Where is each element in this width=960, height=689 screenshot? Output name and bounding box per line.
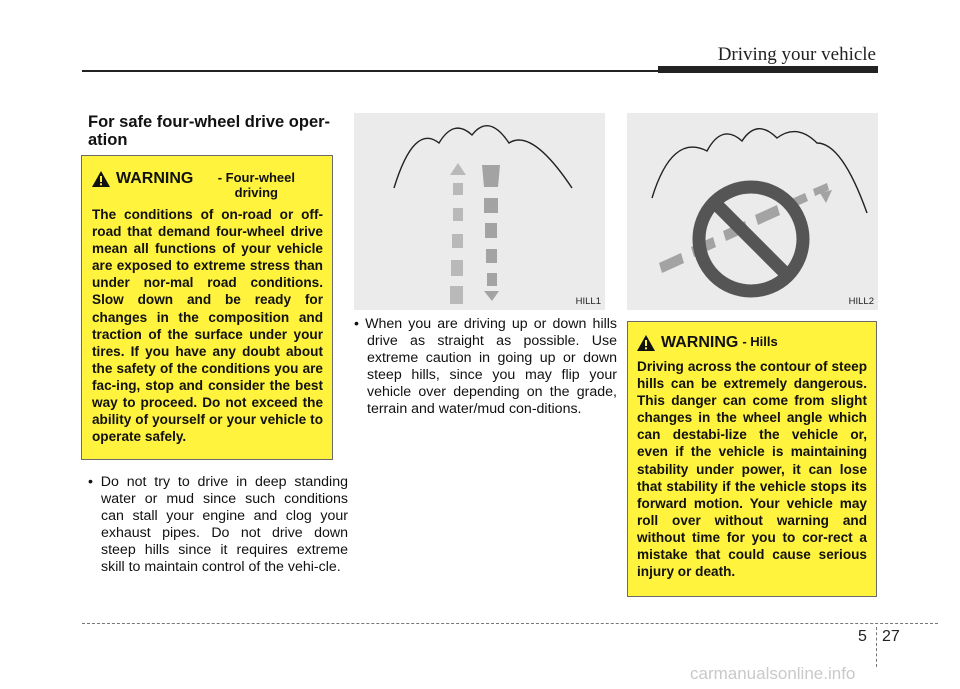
header-rule-accent — [658, 66, 878, 73]
hill-across-illustration — [627, 113, 878, 310]
bullet-hills: • When you are driving up or down hills drive as straight as possible. Use extreme caution in going up or down steep hills, since you may flip your vehicle over depending on the grade, terrain and water/mud con-ditions. — [354, 316, 617, 417]
warning-box-hills — [627, 321, 877, 597]
header-title: Driving your vehicle — [717, 44, 876, 65]
warning-triangle-icon — [92, 171, 110, 187]
figure-hill-straight — [354, 113, 605, 310]
warning-body: The conditions of on-road or off-road that demand four-wheel drive mean all functions of your vehicle are exposed to extreme stress than under nor-mal road conditions. Slow down and be ready for changes in the composition and traction of the surface under your tires. If you have any doubt about the safety of the conditions you are fac-ing, stop and consider the best way to proceed. Do not exceed the ability of yourself or your vehicle to operate safely. — [92, 207, 323, 445]
header-rule — [82, 70, 662, 72]
figure-label: HILL1 — [575, 296, 601, 307]
footer-rule — [82, 623, 938, 624]
figure-label: HILL2 — [848, 296, 874, 307]
warning-box-four-wheel — [81, 155, 333, 460]
warning-triangle-icon — [637, 335, 655, 351]
watermark: carmanualsonline.info — [690, 664, 856, 683]
warning-word: WARNING — [116, 170, 194, 187]
warning-word: WARNING — [661, 334, 739, 351]
page-number: 27 — [882, 628, 900, 645]
warning-subtitle: - Hills — [742, 334, 778, 349]
bullet-deep-water: • Do not try to drive in deep standing water or mud since such conditions can stall your engine and clog your exhaust pipes. Do not drive down steep hills since it requires extreme skill to maintain control of the vehi-cle. — [88, 474, 348, 575]
hill-straight-illustration — [354, 113, 605, 310]
warning-title — [92, 170, 323, 200]
warning-title — [637, 334, 867, 352]
figure-hill-across — [627, 113, 878, 310]
prohibited-icon — [699, 187, 803, 291]
warning-body: Driving across the contour of steep hills can be extremely dangerous. This danger can come from slight changes in the wheel angle which can destabi-lize the vehicle or, even if the vehicle is maintaining stability under power, it can lose that stability if the vehicle stops its forward motion. Your vehicle may roll over without warning and without time for you to cor-rect a mistake that could cause serious injury or death. — [637, 359, 867, 580]
page-number-separator — [876, 627, 877, 667]
warning-subtitle: - Four-wheel driving — [217, 170, 295, 200]
chapter-number: 5 — [858, 628, 867, 645]
section-heading: For safe four-wheel drive oper-ation — [88, 113, 331, 149]
